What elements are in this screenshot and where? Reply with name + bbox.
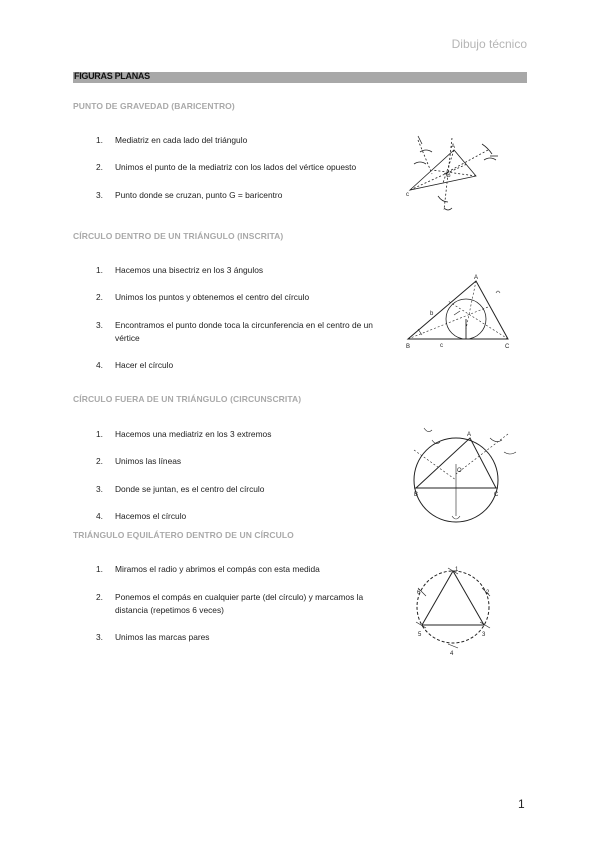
list-item-text: Mediatriz en cada lado del triángulo <box>115 135 248 145</box>
figure-label: 6 <box>417 590 421 596</box>
list-item-text: Hacemos el círculo <box>115 511 187 521</box>
list-item-number: 1. <box>96 429 103 439</box>
figure-label: 1 <box>455 567 459 573</box>
list-item-text: Hacemos una bisectriz en los 3 ángulos <box>115 265 264 275</box>
subsection-title-baricentro: PUNTO DE GRAVEDAD (BARICENTRO) <box>73 101 235 111</box>
figure-label: c <box>406 192 409 198</box>
figure-label: G <box>446 173 451 179</box>
figure-label: b <box>430 311 434 317</box>
list-item-number: 3. <box>96 320 103 330</box>
list-item-number: 3. <box>96 190 103 200</box>
section-title-bar <box>73 72 527 83</box>
subsection-title-inscrita: CÍRCULO DENTRO DE UN TRIÁNGULO (INSCRITA) <box>73 231 284 241</box>
list-item-text: Unimos el punto de la mediatriz con los lados del vértice opuesto <box>115 162 357 172</box>
list-item-number: 3. <box>96 484 103 494</box>
figure-label: C <box>505 344 510 350</box>
document-header-title: Dibujo técnico <box>451 37 527 51</box>
figure-label: B <box>414 492 419 498</box>
list-item-number: 3. <box>96 632 103 642</box>
list-item-text: Hacemos una mediatriz en los 3 extremos <box>115 429 272 439</box>
list-item-text: Encontramos el punto donde toca la circunferencia en el centro de un vértice <box>115 320 373 343</box>
figure-label: 4 <box>450 651 454 657</box>
figure-label: 3 <box>482 632 486 638</box>
figure-label: A <box>451 144 456 150</box>
inscrita-figure <box>404 271 516 351</box>
list-item-number: 1. <box>96 564 103 574</box>
figure-label: B <box>406 344 411 350</box>
page-number: 1 <box>518 797 525 811</box>
list-item-text: Unimos los puntos y obtenemos el centro del círculo <box>115 292 310 302</box>
list-item-text: Donde se juntan, es el centro del círculo <box>115 484 265 494</box>
circunscrita-figure <box>404 424 524 528</box>
list-item-text: Hacer el círculo <box>115 360 174 370</box>
subsection-title-circunscrita: CÍRCULO FUERA DE UN TRIÁNGULO (CIRCUNSCRITA) <box>73 394 302 404</box>
figure-label: 2 <box>486 590 490 596</box>
list-item-text: Unimos las líneas <box>115 456 182 466</box>
figure-label: c <box>440 343 443 349</box>
list-item-number: 2. <box>96 162 103 172</box>
list-item-number: 1. <box>96 265 103 275</box>
figure-label: 5 <box>418 632 422 638</box>
section-title: FIGURAS PLANAS <box>74 71 150 81</box>
list-item-number: 4. <box>96 511 103 521</box>
list-item-number: 2. <box>96 592 103 602</box>
list-item-number: 2. <box>96 456 103 466</box>
baricentro-figure <box>404 130 504 216</box>
figure-label: A <box>474 275 479 281</box>
subsection-title-equilatero: TRIÁNGULO EQUILÁTERO DENTRO DE UN CÍRCULO <box>73 530 294 540</box>
list-item-text: Miramos el radio y abrimos el compás con esta medida <box>115 564 320 574</box>
list-item-number: 2. <box>96 292 103 302</box>
equilatero-figure <box>404 562 500 658</box>
figure-label: C <box>494 492 499 498</box>
figure-label: O <box>457 468 462 474</box>
figure-label: A <box>467 432 472 438</box>
list-item-text: Unimos las marcas pares <box>115 632 210 642</box>
list-item-number: 1. <box>96 135 103 145</box>
list-item-text: Punto donde se cruzan, punto G = baricentro <box>115 190 283 200</box>
list-item-text: Ponemos el compás en cualquier parte (del círculo) y marcamos la distancia (repetimos 6 veces) <box>115 592 364 615</box>
list-item-number: 4. <box>96 360 103 370</box>
